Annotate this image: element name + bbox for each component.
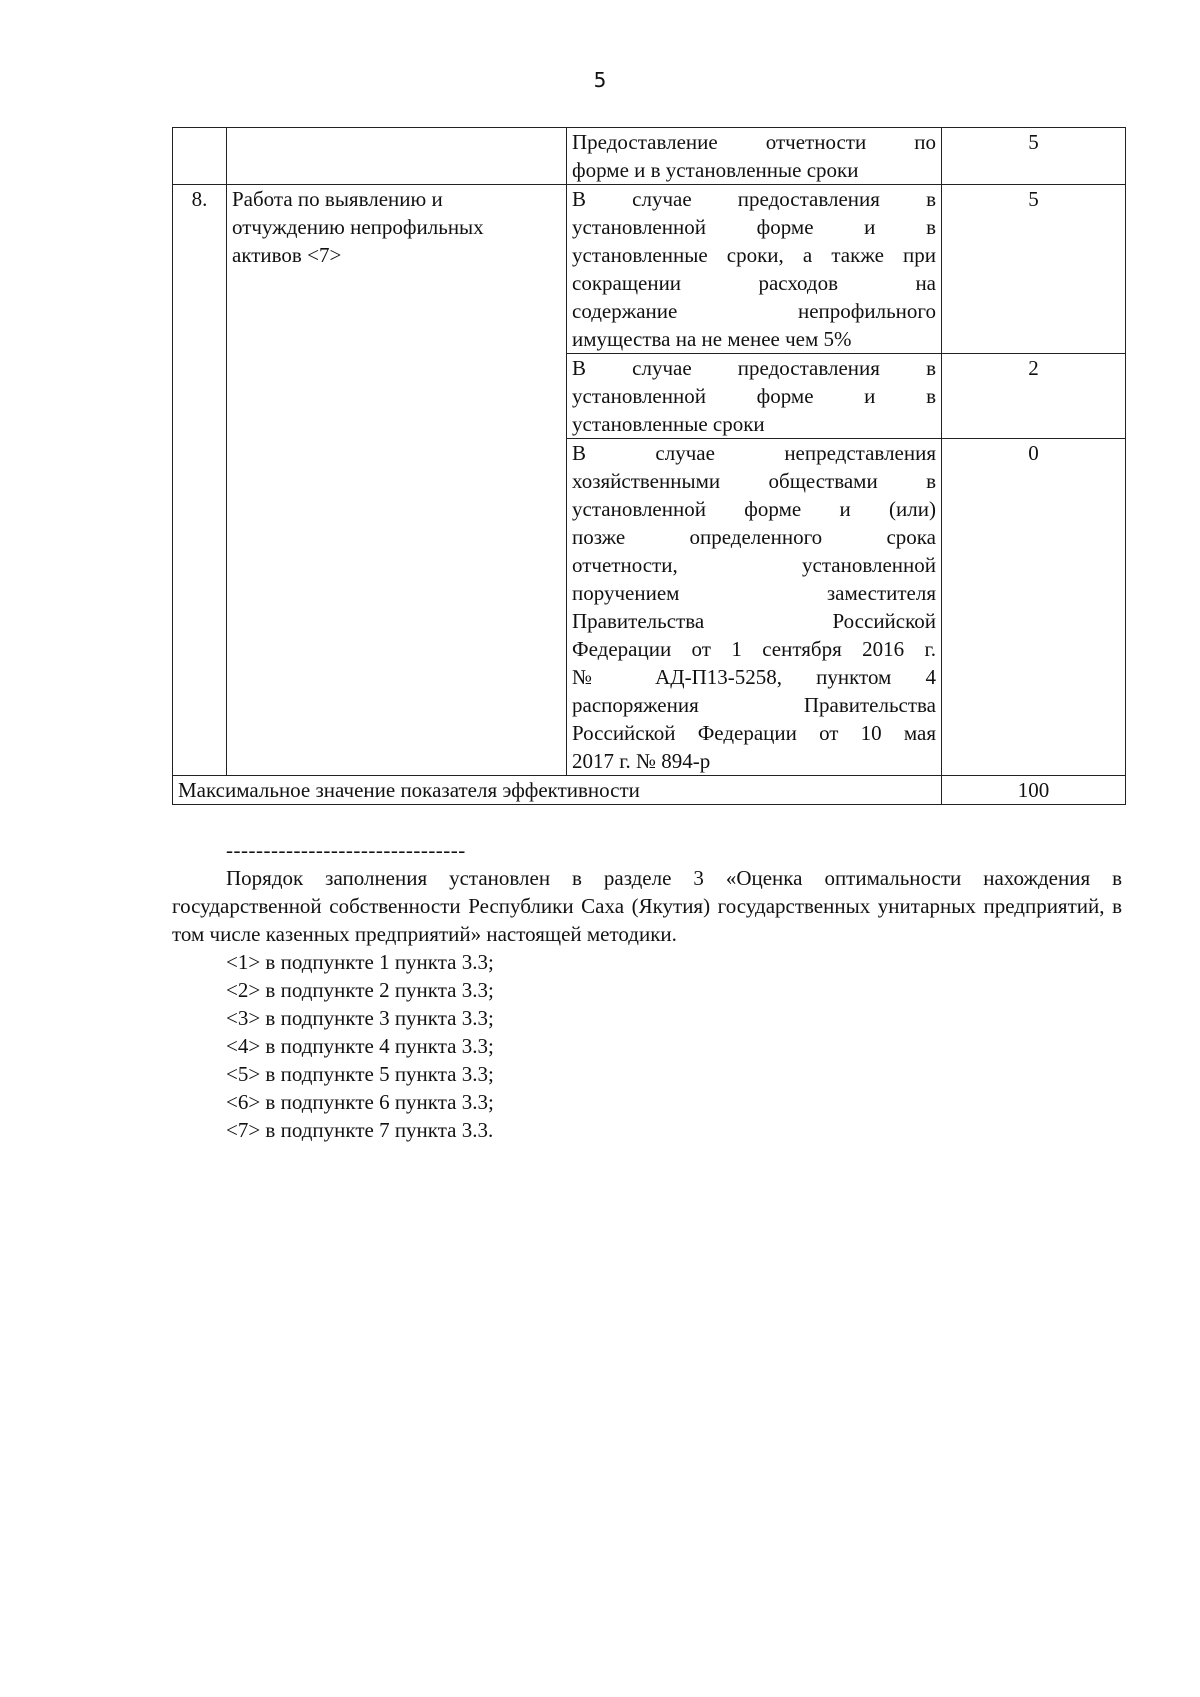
criteria-line: Правительства Российской (572, 609, 936, 633)
criteria-line: форме и в установленные сроки (572, 158, 859, 182)
efficiency-table (172, 127, 1126, 805)
criteria-line: В случае предоставления в (572, 356, 936, 380)
table-total-row (173, 776, 1126, 805)
indicator-name-cell (227, 128, 567, 185)
criteria-line: установленной форме и (или) (572, 497, 936, 521)
row-number-cell (173, 128, 227, 185)
indicator-name-line: отчуждению непрофильных (232, 215, 484, 239)
criteria-line: В случае непредставления (572, 441, 936, 465)
criteria-line: позже определенного срока (572, 525, 936, 549)
table-row (173, 128, 1126, 185)
criteria-cell (567, 354, 942, 439)
footnote-item: <7> в подпункте 7 пункта 3.3. (226, 1118, 494, 1142)
criteria-line: установленной форме и в (572, 215, 936, 239)
criteria-line: № АД-П13-5258, пунктом 4 (572, 665, 936, 689)
criteria-line: В случае предоставления в (572, 187, 936, 211)
total-score-cell: 100 (942, 776, 1126, 805)
indicator-name-line: Работа по выявлению и (232, 187, 443, 211)
criteria-line: установленные сроки, а также при (572, 243, 936, 267)
footnote-item: <2> в подпункте 2 пункта 3.3; (226, 978, 494, 1002)
criteria-cell (567, 185, 942, 354)
footnote-item: <5> в подпункте 5 пункта 3.3; (226, 1062, 494, 1086)
page-number: 5 (593, 68, 607, 92)
criteria-line: распоряжения Правительства (572, 693, 936, 717)
criteria-line: Федерации от 1 сентября 2016 г. (572, 637, 936, 661)
footnote-intro: Порядок заполнения установлен в разделе 3 «Оценка оптимальности нахождения в государственной собственности Республики Саха (Якутия) государственных унитарных предприятий, в том числе казенных предприятий» настоящей методики. (172, 866, 1122, 946)
footnote-item: <6> в подпункте 6 пункта 3.3; (226, 1090, 494, 1114)
criteria-line: имущества на не менее чем 5% (572, 327, 852, 351)
criteria-line: 2017 г. № 894-р (572, 749, 711, 773)
criteria-line: установленной форме и в (572, 384, 936, 408)
footnote-separator: -------------------------------- (226, 838, 466, 862)
criteria-line: хозяйственными обществами в (572, 469, 936, 493)
table-row (173, 185, 1126, 354)
criteria-line: содержание непрофильного (572, 299, 936, 323)
indicator-name-cell (227, 185, 567, 776)
footnote-item: <3> в подпункте 3 пункта 3.3; (226, 1006, 494, 1030)
row-number-cell: 8. (173, 185, 227, 776)
criteria-line: Предоставление отчетности по (572, 130, 936, 154)
criteria-line: Российской Федерации от 10 мая (572, 721, 936, 745)
criteria-cell (567, 128, 942, 185)
score-cell: 0 (942, 439, 1126, 776)
footnote-item: <1> в подпункте 1 пункта 3.3; (226, 950, 494, 974)
total-label-cell: Максимальное значение показателя эффективности (173, 776, 942, 805)
criteria-line: сокращении расходов на (572, 271, 936, 295)
score-cell: 2 (942, 354, 1126, 439)
footnote-item: <4> в подпункте 4 пункта 3.3; (226, 1034, 494, 1058)
score-cell: 5 (942, 185, 1126, 354)
indicator-name-line: активов <7> (232, 243, 342, 267)
criteria-line: отчетности, установленной (572, 553, 936, 577)
criteria-line: установленные сроки (572, 412, 765, 436)
score-cell: 5 (942, 128, 1126, 185)
criteria-line: поручением заместителя (572, 581, 936, 605)
footnotes (172, 836, 1122, 1144)
criteria-cell (567, 439, 942, 776)
